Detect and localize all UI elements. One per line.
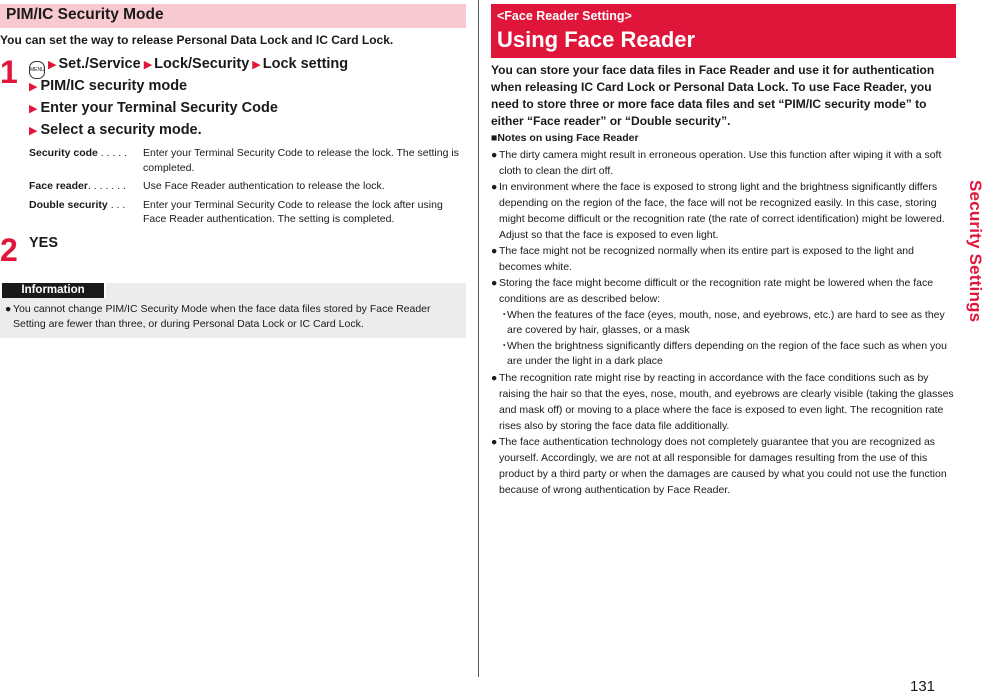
definition-desc: Enter your Terminal Security Code to release the lock. The setting is completed.	[143, 147, 459, 174]
information-label: Information	[2, 283, 104, 298]
security-mode-list	[29, 146, 466, 231]
definition-term: Security code . . . . .	[29, 147, 128, 159]
arrow-right-icon: ▶	[29, 103, 38, 115]
step-2-number: 2	[0, 232, 18, 268]
definition-term: Double security . . .	[29, 198, 126, 211]
bullet-icon: ●	[491, 181, 498, 193]
information-text: ● You cannot change PIM/IC Security Mode when the face data files stored by Face Reader Setting are fewer than three, or during Personal Data Lock or IC Card Lock.	[5, 303, 431, 330]
section-intro: You can set the way to release Personal Data Lock and IC Card Lock.	[0, 33, 394, 47]
menu-key-icon: MENU	[29, 61, 45, 79]
bullet-icon: ●	[491, 436, 498, 448]
notes-heading: ■Notes on using Face Reader	[491, 132, 639, 144]
path-set-service: Set./Service	[58, 56, 141, 72]
information-tab	[0, 283, 106, 298]
arrow-right-icon: ▶	[29, 125, 38, 137]
path-pim-ic: PIM/IC security mode	[40, 78, 188, 94]
arrow-right-icon: ▶	[252, 59, 261, 71]
definition-row	[29, 146, 466, 175]
path-lock-security: Lock/Security	[154, 56, 250, 72]
step-1-number: 1	[0, 54, 18, 90]
bullet-icon: ●	[491, 149, 498, 161]
arrow-right-icon: ▶	[29, 81, 38, 93]
definition-row	[29, 198, 466, 227]
path-select-mode: Select a security mode.	[40, 122, 202, 138]
step-1-line-4	[29, 119, 202, 142]
page-number: 131	[910, 678, 936, 695]
section-title: PIM/IC Security Mode	[6, 6, 164, 23]
sub-note-item: ・ When the features of the face (eyes, mouth, nose, and eyebrows, etc.) are hard to see as they are covered by hair, glasses, or a mask	[499, 309, 945, 336]
definition-desc: Enter your Terminal Security Code to release the lock after using Face Reader authentication. The setting is completed.	[143, 198, 443, 225]
definition-term: Face reader. . . . . . .	[29, 180, 126, 192]
column-divider	[478, 0, 479, 677]
definition-desc: Use Face Reader authentication to release the lock.	[143, 180, 385, 192]
header-title: Using Face Reader	[497, 27, 696, 52]
bullet-icon: ●	[491, 372, 498, 384]
header-subtitle: <Face Reader Setting>	[497, 9, 632, 23]
section-header	[0, 4, 466, 28]
step-1-line-2	[29, 75, 187, 98]
sub-note-item: ・ When the brightness significantly differs depending on the region of the face such as when you are under the light in a dark place	[499, 340, 947, 367]
bullet-icon: ●	[491, 245, 498, 257]
definition-row	[29, 179, 466, 194]
step-2-text: YES	[29, 235, 59, 251]
note-item: ● In environment where the face is exposed to strong light and the brightness significantly differs depending on the region of the face, the face will not be recognized easily. In this case, storing might become difficult or the recognition rate (the rate of correct identification) might be lowered. Adjust so that the face is exposed to even light.	[491, 181, 945, 241]
path-lock-setting: Lock setting	[262, 56, 349, 72]
face-reader-header	[491, 4, 956, 58]
bullet-icon: ●	[5, 303, 12, 315]
note-item: ● Storing the face might become difficult or the recognition rate might be lowered when the face conditions are as described below:	[491, 277, 934, 305]
path-enter-code: Enter your Terminal Security Code	[40, 100, 278, 116]
bullet-icon: ●	[491, 277, 498, 289]
note-item: ● The face authentication technology does not completely guarantee that you are recognized as yourself. Accordingly, we are not at all responsible for damages resulting from the use of this product by a third party or when the damages are caused by what you could not use the function because of wrong authentication by Face Reader.	[491, 436, 947, 496]
chapter-side-tab	[965, 180, 993, 330]
note-item: ● The recognition rate might rise by reacting in accordance with the face conditions such as by raising the hair so that the eyes, nose, mouth, and eyebrows are clearly visible (taking the glasses and mask off) or moving to a place where the face is exposed to even light. The recognition rate rises also by storing the face data file additionally.	[491, 372, 954, 432]
arrow-right-icon: ▶	[143, 59, 153, 71]
step-1-line-3	[29, 97, 278, 120]
notes-list	[491, 147, 956, 498]
face-reader-intro: You can store your face data files in Face Reader and use it for authentication when releasing IC Card Lock or Personal Data Lock. To use Face Reader, you need to store three or more face data files and set “PIM/IC security mode” to either “Face reader” or “Double security”.	[491, 63, 935, 128]
chapter-title: Security Settings	[966, 180, 985, 323]
arrow-right-icon: ▶	[48, 59, 57, 71]
note-item: ● The face might not be recognized normally when its entire part is exposed to the light and becomes white.	[491, 245, 914, 273]
note-item: ● The dirty camera might result in erroneous operation. Use this function after wiping it with a soft cloth to clean the dirt off.	[491, 149, 942, 177]
